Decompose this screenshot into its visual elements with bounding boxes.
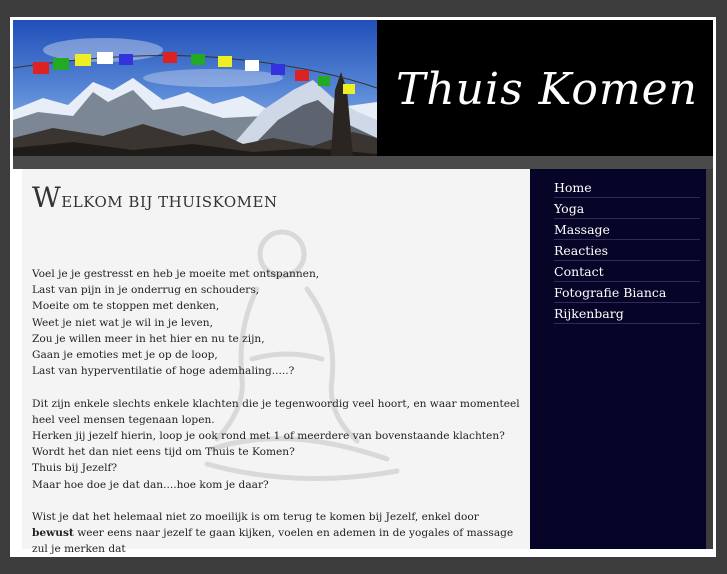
sidebar-nav	[530, 169, 706, 549]
nav-item-massage[interactable]: Massage	[554, 219, 700, 240]
text-line: Dit zijn enkele slechts enkele klachten die je tegenwoordig veel hoort, en waar momenteel heel veel mensen tegenaan lopen.	[32, 397, 520, 426]
sidebar-edge	[706, 169, 713, 549]
text-run: Wist je dat het helemaal niet zo moeilijk is om terug te komen bij Jezelf, enkel door	[32, 511, 479, 524]
header-divider-bar	[13, 156, 713, 169]
emphasis-bewust: bewust	[32, 527, 74, 540]
nav-item-contact[interactable]: Contact	[554, 261, 700, 282]
page-title-initial: W	[32, 181, 62, 214]
nav-item-rijkenbarg[interactable]: Rijkenbarg	[554, 303, 700, 324]
text-line: Wordt het dan niet eens tijd om Thuis te Komen?	[32, 446, 295, 459]
intro-paragraph-2	[32, 396, 522, 493]
text-line: Herken jij jezelf hierin, loop je ook rond met 1 of meerdere van bovenstaande klachten?	[32, 430, 505, 443]
nav-item-home[interactable]: Home	[554, 177, 700, 198]
main-content	[22, 169, 530, 556]
page-title-rest: ELKOM BIJ THUISKOMEN	[61, 193, 278, 211]
nav-item-reacties[interactable]: Reacties	[554, 240, 700, 261]
header	[13, 20, 713, 156]
text-line: Voel je je gestresst en heb je moeite met ontspannen,	[32, 268, 320, 280]
text-line: Moeite om te stoppen met denken,	[32, 300, 220, 313]
site-logo[interactable]: Thuis Komen	[396, 64, 698, 115]
text-run: weer eens naar jezelf te gaan kijken, voelen en ademen in de yogales of massage zul je merken dat	[32, 527, 514, 556]
text-line: Zou je willen meer in het hier en nu te zijn,	[32, 332, 265, 345]
nav-item-yoga[interactable]: Yoga	[554, 198, 700, 219]
text-line: Maar hoe doe je dat dan....hoe kom je daar?	[32, 478, 269, 491]
main-menu	[554, 177, 700, 324]
intro-text	[32, 266, 522, 574]
intro-paragraph-3	[32, 509, 522, 558]
header-mountain-photo	[13, 20, 377, 156]
text-line: Last van hyperventilatie of hoge ademhaling.....?	[32, 365, 295, 378]
text-line: Last van pijn in je onderrug en schouders,	[32, 284, 260, 297]
text-line: Thuis bij Jezelf?	[32, 462, 118, 475]
page-title	[32, 181, 278, 214]
nav-item-fotografie-bianca[interactable]: Fotografie Bianca	[554, 282, 700, 303]
text-line: Gaan je emoties met je op de loop,	[32, 349, 218, 362]
text-line: Weet je niet wat je wil in je leven,	[32, 316, 213, 329]
intro-paragraph-1	[32, 266, 522, 379]
